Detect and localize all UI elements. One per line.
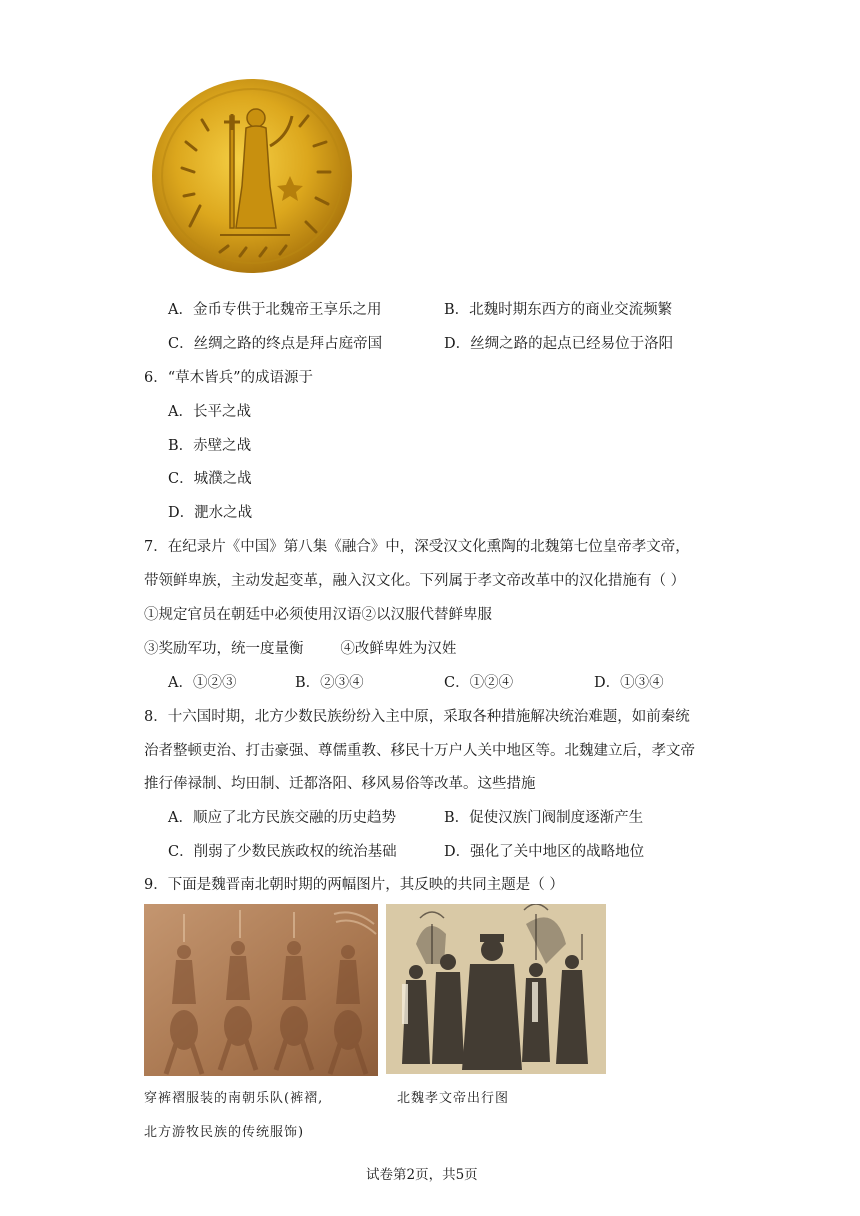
q6-option-c: C．城濮之战 [168, 471, 252, 487]
q6-option-d: D．淝水之战 [168, 505, 253, 521]
q9-stem: 9．下面是魏晋南北朝时期的两幅图片，其反映的共同主题是（ ） [144, 877, 564, 893]
q5-option-a: A．金币专供于北魏帝王享乐之用 [168, 302, 382, 318]
q6-option-a: A．长平之战 [168, 404, 251, 420]
southern-band-relief-image [144, 904, 378, 1076]
caption-left-line1: 穿裤褶服装的南朝乐队(裤褶, [144, 1091, 324, 1106]
gold-coin-image [150, 76, 354, 276]
q7-stem-line2: 带领鲜卑族，主动发起变革，融入汉文化。下列属于孝文帝改革中的汉化措施有（ ） [144, 573, 686, 589]
q8-option-d: D．强化了关中地区的战略地位 [444, 844, 645, 860]
q8-stem-line1: 8．十六国时期，北方少数民族纷纷入主中原，采取各种措施解决统治难题，如前秦统 [144, 709, 690, 725]
q5-option-c: C．丝绸之路的终点是拜占庭帝国 [168, 336, 383, 352]
q7-item-line2: ③奖励军功，统一度量衡 ④改鲜卑姓为汉姓 [144, 641, 457, 657]
page-footer: 试卷第2页，共5页 [366, 1167, 478, 1183]
q7-option-d: D．①③④ [594, 675, 664, 691]
q8-option-a: A．顺应了北方民族交融的历史趋势 [168, 810, 396, 826]
q7-option-a: A．①②③ [168, 675, 237, 691]
q6-stem: 6．“草木皆兵”的成语源于 [144, 370, 314, 386]
caption-right: 北魏孝文帝出行图 [397, 1091, 510, 1106]
q6-option-b: B．赤壁之战 [168, 438, 252, 454]
q5-option-b: B．北魏时期东西方的商业交流频繁 [444, 302, 673, 318]
q5-option-d: D．丝绸之路的起点已经易位于洛阳 [444, 336, 674, 352]
q7-stem-line1: 7．在纪录片《中国》第八集《融合》中，深受汉文化熏陶的北魏第七位皇帝孝文帝， [144, 539, 690, 555]
q8-stem-line3: 推行俸禄制、均田制、迁都洛阳、移风易俗等改革。这些措施 [144, 776, 536, 792]
q7-item-line1: ①规定官员在朝廷中必须使用汉语②以汉服代替鲜卑服 [144, 607, 492, 623]
q8-stem-line2: 治者整顿吏治、打击豪强、尊儒重教、移民十万户人关中地区等。北魏建立后，孝文帝 [144, 743, 695, 759]
caption-left-line2: 北方游牧民族的传统服饰) [144, 1125, 305, 1140]
q8-option-b: B．促使汉族门阀制度逐渐产生 [444, 810, 644, 826]
q8-option-c: C．削弱了少数民族政权的统治基础 [168, 844, 397, 860]
q7-option-b: B．②③④ [295, 675, 364, 691]
emperor-procession-image [386, 904, 606, 1074]
q7-option-c: C．①②④ [444, 675, 514, 691]
